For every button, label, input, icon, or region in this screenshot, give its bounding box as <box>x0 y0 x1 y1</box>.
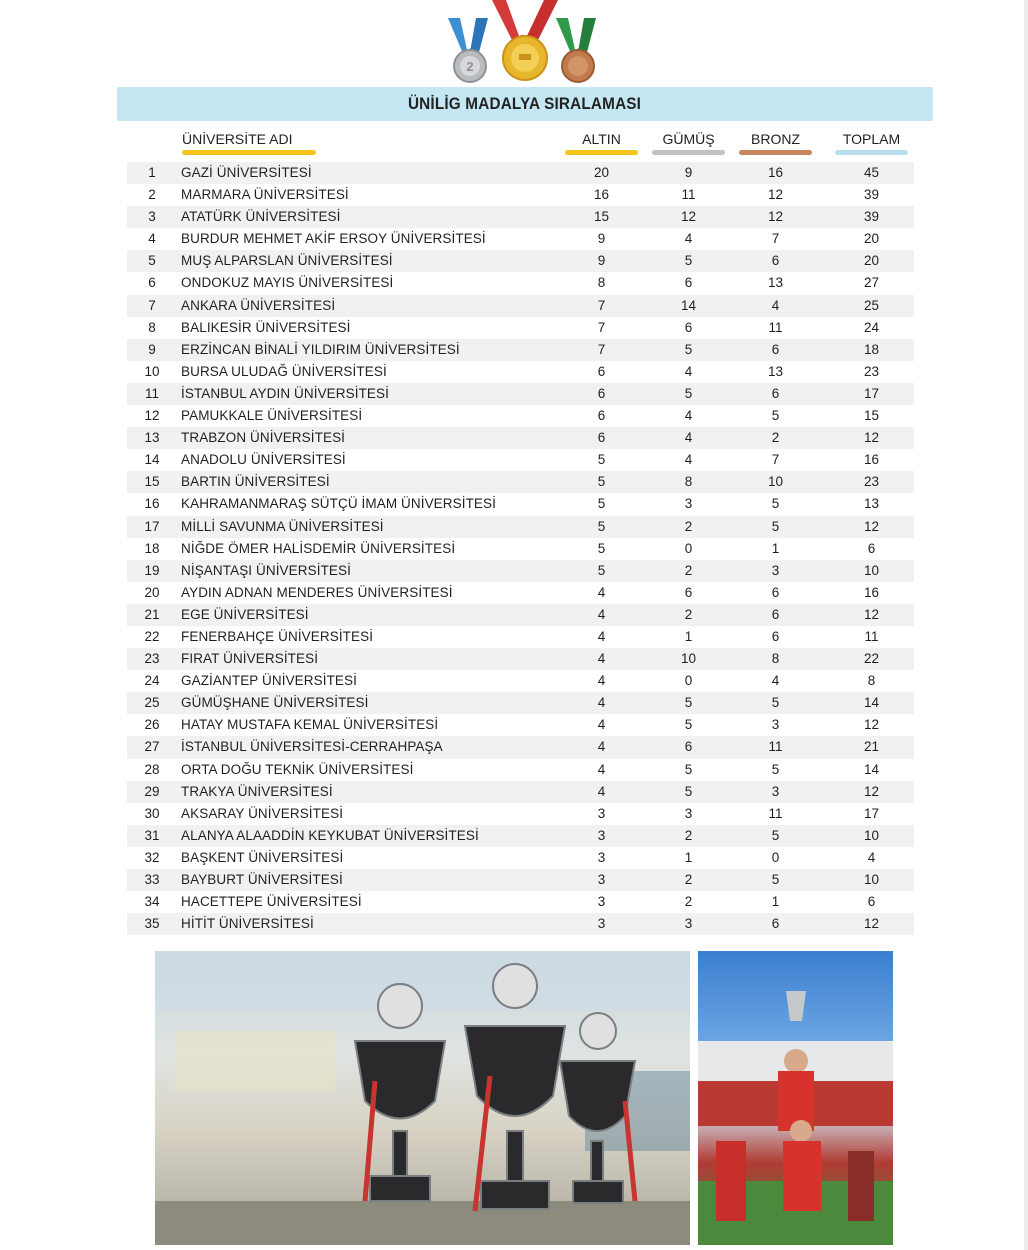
cell-altin: 16 <box>593 187 610 203</box>
cell-gumus: 6 <box>684 319 693 335</box>
cell-university-name: MARMARA ÜNİVERSİTESİ <box>181 187 349 203</box>
table-row <box>127 538 914 560</box>
cell-university-name: ANADOLU ÜNİVERSİTESİ <box>181 452 346 468</box>
cell-toplam: 12 <box>863 783 880 799</box>
cell-gumus: 2 <box>684 872 693 887</box>
cell-rank: 14 <box>144 452 160 468</box>
cell-rank: 15 <box>144 474 160 490</box>
cell-gumus: 14 <box>680 297 697 313</box>
cell-rank: 35 <box>144 916 160 932</box>
cell-rank: 10 <box>144 363 160 379</box>
cell-gumus: 5 <box>684 761 693 777</box>
cell-bronz: 4 <box>771 673 780 689</box>
table-row <box>127 162 914 184</box>
cell-bronz: 2 <box>771 430 780 446</box>
cell-bronz: 11 <box>768 739 783 755</box>
cell-university-name: BURDUR MEHMET AKİF ERSOY ÜNİVERSİTESİ <box>181 231 486 247</box>
cell-rank: 23 <box>144 651 160 667</box>
cell-gumus: 0 <box>684 673 693 689</box>
cell-university-name: İSTANBUL ÜNİVERSİTESİ-CERRAHPAŞA <box>181 739 443 755</box>
cell-toplam: 25 <box>863 297 880 313</box>
cell-toplam: 18 <box>863 341 880 357</box>
cell-university-name: TRABZON ÜNİVERSİTESİ <box>181 430 346 446</box>
cell-gumus: 4 <box>684 430 693 446</box>
cell-toplam: 16 <box>863 584 880 600</box>
table-row <box>127 803 914 825</box>
cell-rank: 16 <box>144 496 160 512</box>
table-row <box>127 913 914 935</box>
table-row <box>127 471 914 493</box>
cell-bronz: 5 <box>771 518 780 534</box>
table-row <box>127 295 914 317</box>
cell-altin: 4 <box>597 783 606 799</box>
cell-altin: 4 <box>597 695 606 711</box>
cell-rank: 17 <box>144 518 160 534</box>
table-row <box>127 626 914 648</box>
cell-bronz: 1 <box>771 894 780 910</box>
cell-toplam: 6 <box>867 540 876 556</box>
cell-toplam: 17 <box>863 385 880 401</box>
cell-altin: 4 <box>597 606 606 622</box>
medal-table <box>127 162 914 935</box>
page-title: ÜNİLİG MADALYA SIRALAMASI <box>408 94 642 113</box>
table-row <box>127 383 914 405</box>
table-row <box>127 759 914 781</box>
table-row <box>127 339 914 361</box>
cell-gumus: 6 <box>684 584 693 600</box>
cell-altin: 4 <box>597 761 606 777</box>
cell-university-name: BAŞKENT ÜNİVERSİTESİ <box>181 849 344 865</box>
cell-rank: 5 <box>148 253 156 269</box>
table-row <box>127 869 914 891</box>
cell-gumus: 11 <box>681 187 696 203</box>
cell-altin: 5 <box>597 562 606 578</box>
cell-rank: 6 <box>148 275 156 291</box>
cell-toplam: 12 <box>863 916 880 932</box>
cell-rank: 11 <box>144 385 159 401</box>
cell-university-name: ORTA DOĞU TEKNİK ÜNİVERSİTESİ <box>181 761 414 777</box>
cell-bronz: 6 <box>771 628 780 644</box>
cell-bronz: 3 <box>771 562 780 578</box>
cell-altin: 6 <box>597 363 606 379</box>
athletes-celebration-photo <box>698 951 893 1245</box>
cell-toplam: 8 <box>867 673 876 689</box>
cell-altin: 4 <box>597 673 606 689</box>
header-label: TOPLAM <box>842 131 901 147</box>
header-toplam <box>835 131 908 157</box>
cell-university-name: ALANYA ALAADDİN KEYKUBAT ÜNİVERSİTESİ <box>181 827 479 843</box>
cell-bronz: 12 <box>767 209 784 225</box>
cell-university-name: GÜMÜŞHANE ÜNİVERSİTESİ <box>181 695 369 711</box>
cell-toplam: 27 <box>863 275 880 291</box>
cell-altin: 6 <box>597 385 606 401</box>
cell-altin: 5 <box>597 474 606 490</box>
cell-toplam: 39 <box>863 187 880 203</box>
cell-toplam: 20 <box>863 231 880 247</box>
table-row <box>127 714 914 736</box>
cell-gumus: 1 <box>684 628 693 644</box>
table-row <box>127 405 914 427</box>
cell-altin: 6 <box>597 408 606 424</box>
cell-rank: 22 <box>144 628 160 644</box>
cell-toplam: 12 <box>863 717 880 733</box>
cell-altin: 8 <box>597 275 606 291</box>
header-label: ALTIN <box>582 131 621 147</box>
cell-bronz: 5 <box>771 496 780 512</box>
cell-university-name: AKSARAY ÜNİVERSİTESİ <box>181 805 344 821</box>
cell-bronz: 3 <box>771 783 780 799</box>
cell-altin: 5 <box>597 540 606 556</box>
cell-gumus: 6 <box>684 739 693 755</box>
cell-university-name: HİTİT ÜNİVERSİTESİ <box>181 916 314 932</box>
cell-rank: 12 <box>144 408 160 424</box>
cell-university-name: AYDIN ADNAN MENDERES ÜNİVERSİTESİ <box>181 584 453 600</box>
cell-gumus: 2 <box>684 518 693 534</box>
table-row <box>127 228 914 250</box>
cell-altin: 7 <box>597 319 606 335</box>
bronze-medal-icon <box>556 18 596 82</box>
cell-gumus: 5 <box>684 783 693 799</box>
cell-bronz: 11 <box>768 805 783 821</box>
header-underline <box>835 150 908 155</box>
cell-bronz: 5 <box>771 872 780 887</box>
cell-gumus: 2 <box>684 562 693 578</box>
cell-altin: 9 <box>597 253 606 269</box>
table-row <box>127 449 914 471</box>
cell-bronz: 5 <box>771 408 780 424</box>
cell-university-name: EGE ÜNİVERSİTESİ <box>181 606 309 622</box>
cell-altin: 3 <box>597 827 606 843</box>
cell-rank: 21 <box>144 606 160 622</box>
cell-bronz: 5 <box>771 695 780 711</box>
cell-gumus: 4 <box>684 231 693 247</box>
cell-toplam: 14 <box>863 761 880 777</box>
cell-gumus: 5 <box>684 717 693 733</box>
cell-bronz: 1 <box>771 540 780 556</box>
cell-bronz: 6 <box>771 341 780 357</box>
table-row <box>127 317 914 339</box>
header-bronz <box>739 131 812 157</box>
cell-gumus: 8 <box>684 474 693 490</box>
cell-toplam: 10 <box>863 827 880 843</box>
cell-gumus: 12 <box>680 209 697 225</box>
cell-altin: 4 <box>597 628 606 644</box>
cell-gumus: 5 <box>684 341 693 357</box>
cell-university-name: ANKARA ÜNİVERSİTESİ <box>181 297 336 313</box>
cell-university-name: GAZİANTEP ÜNİVERSİTESİ <box>181 673 357 689</box>
cell-gumus: 10 <box>680 651 697 667</box>
cell-gumus: 2 <box>684 894 693 910</box>
cell-university-name: MİLLİ SAVUNMA ÜNİVERSİTESİ <box>181 518 384 534</box>
cell-rank: 31 <box>144 827 160 843</box>
header-underline <box>182 150 316 155</box>
cell-bronz: 6 <box>771 385 780 401</box>
cell-toplam: 13 <box>863 496 880 512</box>
title-banner <box>117 87 933 121</box>
cell-bronz: 13 <box>767 363 784 379</box>
cell-gumus: 3 <box>684 916 693 932</box>
table-row <box>127 493 914 515</box>
header-gumus <box>652 131 725 157</box>
trophies-photo <box>155 951 690 1245</box>
cell-rank: 1 <box>148 165 156 180</box>
table-row <box>127 582 914 604</box>
cell-gumus: 6 <box>684 275 693 291</box>
cell-toplam: 14 <box>863 695 880 711</box>
cell-rank: 9 <box>148 341 156 357</box>
cell-bronz: 8 <box>771 651 780 667</box>
cell-university-name: FENERBAHÇE ÜNİVERSİTESİ <box>181 628 374 644</box>
cell-altin: 6 <box>597 430 606 446</box>
cell-bronz: 13 <box>767 275 784 291</box>
header-university-name <box>182 131 316 157</box>
cell-bronz: 7 <box>771 231 780 247</box>
cell-university-name: BAYBURT ÜNİVERSİTESİ <box>181 872 343 887</box>
cell-gumus: 3 <box>684 496 693 512</box>
cell-toplam: 12 <box>863 430 880 446</box>
cell-university-name: ERZİNCAN BİNALİ YILDIRIM ÜNİVERSİTESİ <box>181 341 460 357</box>
cell-gumus: 5 <box>684 385 693 401</box>
cell-bronz: 6 <box>771 253 780 269</box>
cell-gumus: 5 <box>684 253 693 269</box>
cell-bronz: 12 <box>767 187 784 203</box>
header-underline <box>652 150 725 155</box>
cell-toplam: 10 <box>863 562 880 578</box>
cell-altin: 3 <box>597 849 606 865</box>
cell-university-name: BALIKESİR ÜNİVERSİTESİ <box>181 319 351 335</box>
header-label: GÜMÜŞ <box>662 131 715 147</box>
cell-altin: 9 <box>597 231 606 247</box>
cell-university-name: HATAY MUSTAFA KEMAL ÜNİVERSİTESİ <box>181 717 439 733</box>
page-edge <box>1024 0 1028 1250</box>
cell-gumus: 4 <box>684 363 693 379</box>
cell-toplam: 11 <box>864 628 879 644</box>
cell-toplam: 39 <box>863 209 880 225</box>
cell-toplam: 45 <box>863 165 880 180</box>
cell-altin: 3 <box>597 916 606 932</box>
cell-rank: 20 <box>144 584 160 600</box>
cell-altin: 4 <box>597 739 606 755</box>
header-underline <box>739 150 812 155</box>
cell-gumus: 9 <box>684 165 693 180</box>
cell-rank: 7 <box>148 297 156 313</box>
table-row <box>127 272 914 294</box>
cell-altin: 3 <box>597 805 606 821</box>
table-row <box>127 825 914 847</box>
cell-gumus: 1 <box>684 849 693 865</box>
table-row <box>127 560 914 582</box>
cell-rank: 30 <box>144 805 160 821</box>
cell-university-name: BURSA ULUDAĞ ÜNİVERSİTESİ <box>181 363 387 379</box>
header-underline <box>565 150 638 155</box>
cell-rank: 13 <box>144 430 160 446</box>
header-label: ÜNİVERSİTE ADI <box>182 131 293 147</box>
cell-toplam: 4 <box>867 849 876 865</box>
cell-rank: 3 <box>148 209 156 225</box>
cell-rank: 4 <box>148 231 156 247</box>
cell-toplam: 12 <box>863 518 880 534</box>
cell-bronz: 10 <box>767 474 784 490</box>
cell-gumus: 0 <box>684 540 693 556</box>
table-row <box>127 427 914 449</box>
cell-altin: 3 <box>597 894 606 910</box>
cell-toplam: 6 <box>867 894 876 910</box>
cell-university-name: FIRAT ÜNİVERSİTESİ <box>181 651 319 667</box>
cell-bronz: 3 <box>771 717 780 733</box>
table-row <box>127 781 914 803</box>
cell-toplam: 16 <box>863 452 880 468</box>
cell-university-name: NİĞDE ÖMER HALİSDEMİR ÜNİVERSİTESİ <box>181 540 456 556</box>
cell-university-name: TRAKYA ÜNİVERSİTESİ <box>181 783 333 799</box>
cell-bronz: 6 <box>771 916 780 932</box>
table-row <box>127 670 914 692</box>
cell-university-name: KAHRAMANMARAŞ SÜTÇÜ İMAM ÜNİVERSİTESİ <box>181 496 496 512</box>
cell-toplam: 23 <box>863 363 880 379</box>
cell-rank: 34 <box>144 894 160 910</box>
cell-toplam: 24 <box>863 319 880 335</box>
medals-graphic <box>440 0 610 90</box>
cell-university-name: MUŞ ALPARSLAN ÜNİVERSİTESİ <box>181 253 393 269</box>
table-row <box>127 206 914 228</box>
cell-gumus: 2 <box>684 606 693 622</box>
cell-rank: 29 <box>144 783 160 799</box>
table-row <box>127 847 914 869</box>
cell-toplam: 23 <box>863 474 880 490</box>
cell-altin: 4 <box>597 651 606 667</box>
cell-gumus: 3 <box>684 805 693 821</box>
cell-rank: 26 <box>144 717 160 733</box>
cell-altin: 4 <box>597 584 606 600</box>
table-row <box>127 361 914 383</box>
cell-rank: 32 <box>144 849 160 865</box>
table-row <box>127 250 914 272</box>
cell-altin: 4 <box>597 717 606 733</box>
cell-university-name: HACETTEPE ÜNİVERSİTESİ <box>181 894 362 910</box>
cell-altin: 3 <box>597 872 606 887</box>
cell-bronz: 16 <box>767 165 784 180</box>
cell-altin: 7 <box>597 297 606 313</box>
cell-toplam: 10 <box>863 872 880 887</box>
cell-bronz: 6 <box>771 584 780 600</box>
cell-university-name: GAZİ ÜNİVERSİTESİ <box>181 165 312 180</box>
cell-university-name: BARTIN ÜNİVERSİTESİ <box>181 474 330 490</box>
cell-rank: 19 <box>144 562 160 578</box>
cell-rank: 33 <box>144 872 160 887</box>
gold-medal-icon <box>492 0 558 80</box>
cell-altin: 20 <box>593 165 610 180</box>
cell-gumus: 2 <box>684 827 693 843</box>
cell-toplam: 21 <box>863 739 880 755</box>
cell-toplam: 12 <box>863 606 880 622</box>
cell-rank: 8 <box>148 319 156 335</box>
cell-rank: 24 <box>144 673 160 689</box>
cell-bronz: 11 <box>768 319 783 335</box>
table-row <box>127 692 914 714</box>
cell-university-name: ONDOKUZ MAYIS ÜNİVERSİTESİ <box>181 275 394 291</box>
cell-gumus: 4 <box>684 408 693 424</box>
table-row <box>127 516 914 538</box>
cell-gumus: 4 <box>684 452 693 468</box>
cell-rank: 18 <box>144 540 160 556</box>
cell-gumus: 5 <box>684 695 693 711</box>
table-row <box>127 184 914 206</box>
cell-rank: 25 <box>144 695 160 711</box>
table-row <box>127 736 914 758</box>
cell-toplam: 17 <box>863 805 880 821</box>
header-label: BRONZ <box>751 131 800 147</box>
svg-text:2: 2 <box>466 59 474 74</box>
cell-bronz: 4 <box>771 297 780 313</box>
cell-altin: 7 <box>597 341 606 357</box>
table-row <box>127 604 914 626</box>
cell-altin: 5 <box>597 452 606 468</box>
cell-rank: 28 <box>144 761 160 777</box>
cell-university-name: NİŞANTAŞI ÜNİVERSİTESİ <box>181 562 351 578</box>
cell-university-name: İSTANBUL AYDIN ÜNİVERSİTESİ <box>181 385 389 401</box>
table-row <box>127 891 914 913</box>
cell-toplam: 20 <box>863 253 880 269</box>
cell-bronz: 5 <box>771 827 780 843</box>
cell-toplam: 15 <box>863 408 880 424</box>
silver-medal-icon <box>448 18 488 82</box>
cell-rank: 2 <box>148 187 156 203</box>
cell-rank: 27 <box>144 739 160 755</box>
cell-university-name: ATATÜRK ÜNİVERSİTESİ <box>181 209 341 225</box>
cell-altin: 15 <box>593 209 610 225</box>
cell-bronz: 5 <box>771 761 780 777</box>
cell-altin: 5 <box>597 518 606 534</box>
header-altin <box>565 131 638 157</box>
table-row <box>127 648 914 670</box>
cell-toplam: 22 <box>863 651 880 667</box>
cell-university-name: PAMUKKALE ÜNİVERSİTESİ <box>181 408 363 424</box>
cell-altin: 5 <box>597 496 606 512</box>
cell-bronz: 6 <box>771 606 780 622</box>
cell-bronz: 7 <box>771 452 780 468</box>
cell-bronz: 0 <box>771 849 780 865</box>
